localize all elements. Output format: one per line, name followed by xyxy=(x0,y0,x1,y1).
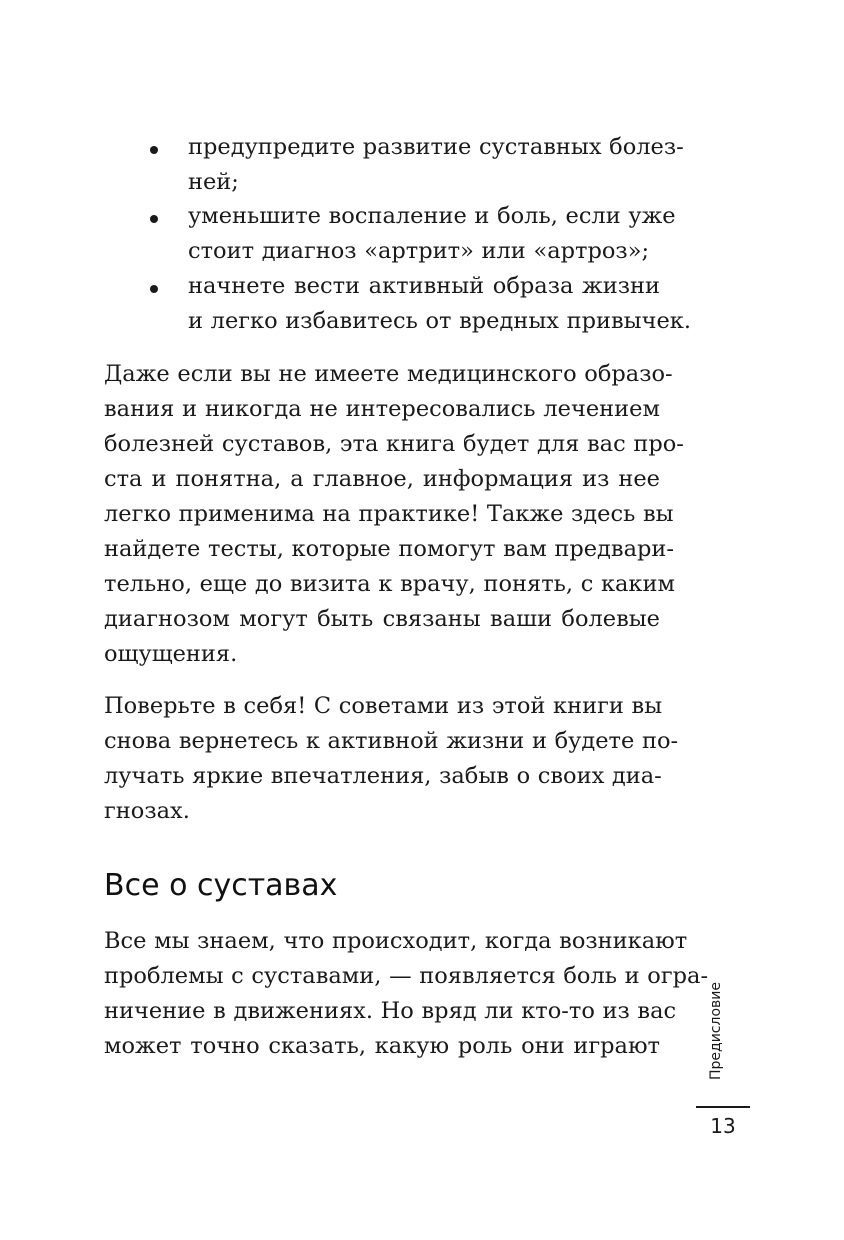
paragraph-line: ощущения. xyxy=(104,641,238,667)
paragraph-line: болезней суставов, эта книга будет для вас про- xyxy=(104,431,684,457)
bullet-2-line-2: стоит диагноз «артрит» или «артроз»; xyxy=(188,238,650,264)
bullet-dot-icon xyxy=(150,215,158,223)
paragraph-line: диагнозом могут быть связаны ваши болевые xyxy=(104,606,660,632)
running-head-text: Предисловие xyxy=(708,982,724,1080)
bullet-dot-icon xyxy=(150,285,158,293)
paragraph-line: найдете тесты, которые помогут вам предвари- xyxy=(104,536,674,562)
section-heading: Все о суставах xyxy=(104,868,338,903)
paragraph-line: проблемы с суставами, — появляется боль и огра- xyxy=(104,963,709,989)
paragraph-line: лучать яркие впечатления, забыв о своих диа- xyxy=(104,763,662,789)
paragraph-line: снова вернетесь к активной жизни и будете по- xyxy=(104,728,679,754)
running-head xyxy=(706,970,738,1080)
paragraph-line: гнозах. xyxy=(104,798,190,824)
bullet-3-line-1: начнете вести активный образа жизни xyxy=(188,273,660,299)
paragraph-line: ничение в движениях. Но вряд ли кто-то из вас xyxy=(104,998,677,1024)
bullet-1-line-2: ней; xyxy=(188,169,239,195)
paragraph-line: вания и никогда не интересовались лечением xyxy=(104,396,660,422)
paragraph-line: Поверьте в себя! С советами из этой книги вы xyxy=(104,693,663,719)
paragraph-line: легко применима на практике! Также здесь вы xyxy=(104,501,674,527)
paragraph-line: ста и понятна, а главное, информация из нее xyxy=(104,466,660,492)
paragraph-line: Даже если вы не имеете медицинского образо- xyxy=(104,361,673,387)
bullet-dot-icon xyxy=(150,146,158,154)
page-number: 13 xyxy=(710,1114,736,1138)
folio-rule xyxy=(696,1106,750,1108)
bullet-1-line-1: предупредите развитие суставных болез- xyxy=(188,134,684,160)
paragraph-line: тельно, еще до визита к врачу, понять, с каким xyxy=(104,571,675,597)
bullet-2-line-1: уменьшите воспаление и боль, если уже xyxy=(188,203,676,229)
paragraph-line: может точно сказать, какую роль они играют xyxy=(104,1033,660,1059)
paragraph-line: Все мы знаем, что происходит, когда возникают xyxy=(104,928,688,954)
bullet-3-line-2: и легко избавитесь от вредных привычек. xyxy=(188,308,691,334)
